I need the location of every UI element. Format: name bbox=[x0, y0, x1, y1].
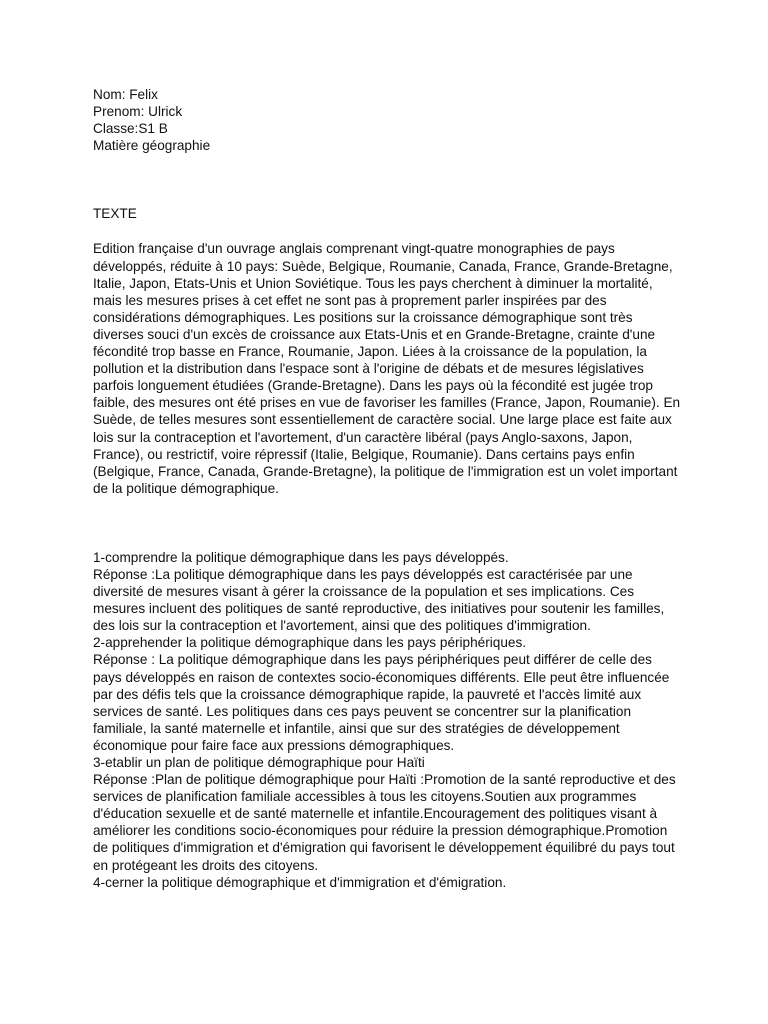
question-3: 3-etablir un plan de politique démographique pour Haïti bbox=[93, 755, 425, 770]
spacer bbox=[93, 497, 683, 549]
question-4: 4-cerner la politique démographique et d'immigration et d'émigration. bbox=[93, 874, 507, 890]
student-name: Nom: Felix bbox=[93, 87, 158, 102]
spacer bbox=[93, 222, 683, 240]
answer-1: Réponse :La politique démographique dans les pays développés est caractérisée par une diversité de mesures visant à gérer la croissance de la population et ses implications. Ces mesures incluent des politiques de santé reproductive, des initiatives pour soutenir les familles, des lois sur la contraception et l'avortement, ainsi que des politiques d'immigration. bbox=[93, 566, 665, 634]
question-1: 1-comprendre la politique démographique dans les pays développés. bbox=[93, 549, 509, 565]
student-firstname: Prenom: Ulrick bbox=[93, 104, 183, 120]
answer-3: Réponse :Plan de politique démographique pour Haïti :Promotion de la santé reproductive et des services de planification familiale accessibles à tous les citoyens.Soutien aux programmes d'éducation sexuelle et de santé maternelle et infantile.Encouragement des politiques visant à améliorer les conditions socio-économiques pour réduire la pression démographique.Promotion de politiques d'immigration et d'émigration qui favorisent le développement équilibré du pays tout en protégeant les droits des citoyens. bbox=[93, 772, 676, 873]
answer-2: Réponse : La politique démographique dans les pays périphériques peut différer de celle des pays développés en raison de contextes socio-économiques différents. Elle peut être influencée par des défis tels que la croissance démographique rapide, la pauvreté et l'accès limité aux services de santé. Les politiques dans ces pays peuvent se concentrer sur la planification familiale, la santé maternelle et infantile, ainsi que sur des stratégies de développement économique pour faire face aux pressions démographiques. bbox=[93, 652, 670, 753]
subject: Matière géographie bbox=[93, 138, 211, 154]
texte-paragraph: Edition française d'un ouvrage anglais comprenant vingt-quatre monographies de pays développés, réduite à 10 pays: Suède, Belgique, Roumanie, Canada, France, Grande-Bretagne, Italie, Japon, Etats-Unis et Union Soviétique. Tous les pays cherchent à diminuer la mortalité, mais les mesures prises à cet effet ne sont pas à proprement parler inspirées par des considérations démographiques. Les positions sur la croissance démographique sont très diverses souci d'un excès de croissance aux Etats-Unis et en Grande-Bretagne, crainte d'une fécondité trop basse en France, Roumanie, Japon. Liées à la croissance de la population, la pollution et la distribution dans l'espace sont à l'origine de débats et de mesures législatives parfois longuement étudiées (Grande-Bretagne). Dans les pays où la fécondité est jugée trop faible, des mesures ont été prises en vue de favoriser les familles (France, Japon, Roumanie). En Suède, de telles mesures sont essentiellement de caractère social. Une large place est faite aux lois sur la contraception et l'avortement, d'un caractère libéral (pays Anglo-saxons, Japon, France), ou restrictif, voire répressif (Italie, Belgique, Roumanie). Dans certains pays enfin (Belgique, France, Canada, Grande-Bretagne), la politique de l'immigration est un volet important de la politique démographique. bbox=[93, 241, 681, 496]
document-content bbox=[93, 86, 683, 891]
spacer bbox=[93, 154, 683, 205]
question-2: 2-apprehender la politique démographique dans les pays périphériques. bbox=[93, 635, 527, 651]
student-class: Classe:S1 B bbox=[93, 121, 168, 137]
texte-heading: TEXTE bbox=[93, 206, 137, 222]
